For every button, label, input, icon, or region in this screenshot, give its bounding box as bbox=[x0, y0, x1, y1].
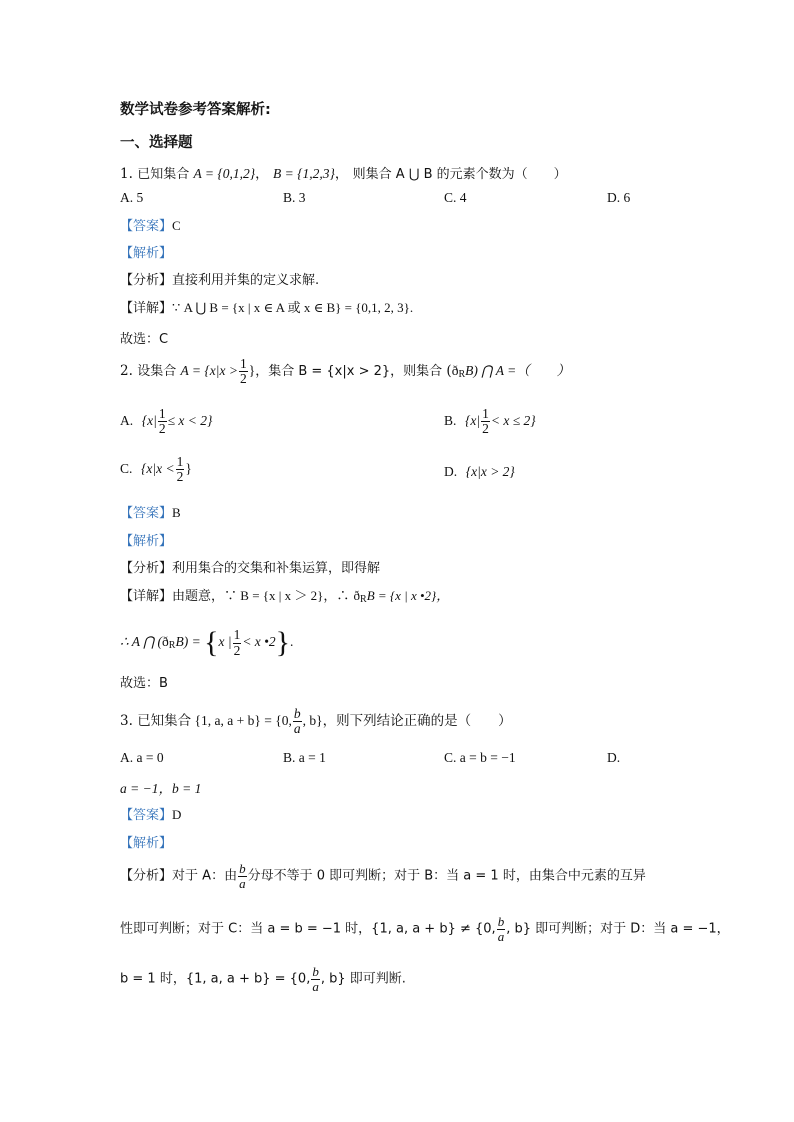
fenxi-text-3: b = 1 时，{1, a, a + b} = {0, bbox=[120, 971, 311, 987]
question-number: 2. bbox=[120, 363, 133, 380]
complement-symbol: ðR bbox=[353, 588, 367, 605]
option-c: C. {x|x < $\frac{1}{2}$ } bbox=[120, 454, 192, 485]
fenxi-text: 对于 A：由 bbox=[172, 868, 238, 884]
numerator: b bbox=[239, 861, 246, 876]
fraction-half bbox=[239, 357, 248, 386]
expression-end: < x •2 bbox=[242, 634, 276, 650]
set-a: A = {0,1,2} bbox=[193, 166, 256, 181]
numerator: b bbox=[293, 706, 301, 721]
answer-line: 【答案】C bbox=[120, 218, 181, 234]
expression-start: ∴ A ⋂ ( bbox=[120, 634, 163, 650]
conclusion: 故选：B bbox=[120, 676, 168, 691]
denominator: a bbox=[497, 928, 505, 944]
question-text: 设集合 bbox=[137, 364, 177, 380]
question-text: 已知集合 bbox=[137, 167, 190, 182]
fenxi-text-3-tail: , b} 即可判断. bbox=[320, 971, 406, 987]
option-a: A. a = 0 bbox=[120, 750, 164, 765]
question-number: 1. bbox=[120, 166, 133, 182]
numerator: 1 bbox=[239, 356, 247, 371]
option-b: B. a = 1 bbox=[283, 750, 326, 765]
numerator: b bbox=[312, 964, 319, 979]
answer-label: 答案 bbox=[133, 808, 160, 823]
numerator: 1 bbox=[482, 406, 489, 421]
detail-label: 详解 bbox=[133, 589, 160, 604]
analysis-label: 解析 bbox=[133, 246, 160, 261]
numerator: 1 bbox=[158, 406, 166, 421]
denominator: 2 bbox=[158, 421, 166, 437]
option-d-text: a = −1，b = 1 bbox=[120, 781, 202, 796]
option-a: A. 5 bbox=[120, 190, 144, 205]
numerator: 1 bbox=[233, 627, 241, 643]
page-title: 数学试卷参考答案解析: bbox=[120, 102, 271, 118]
question-tail: , b}，则下列结论正确的是（ ） bbox=[302, 713, 512, 729]
denominator: 2 bbox=[239, 371, 247, 387]
section-heading: 一、选择题 bbox=[120, 135, 193, 151]
option-letter: A. bbox=[120, 413, 134, 429]
conclusion: 故选：C bbox=[120, 332, 169, 347]
denominator: 2 bbox=[233, 642, 241, 658]
complement-symbol: ðR bbox=[451, 363, 466, 381]
denominator: a bbox=[312, 978, 319, 994]
fenxi-label: 分析 bbox=[133, 868, 160, 884]
answer-line: 【答案】D bbox=[120, 807, 182, 823]
answer-label: 答案 bbox=[133, 506, 160, 521]
option-a: A. {x| $\frac{1}{2}$ ≤ x < 2} bbox=[120, 406, 213, 437]
question-number: 3. bbox=[120, 713, 133, 730]
fenxi-text-cont: 分母不等于 0 即可判断；对于 B：当 a = 1 时，由集合中元素的互异 bbox=[247, 868, 646, 884]
detail-line: 【详解】∵ A ⋃ B = {x | x ∈ A 或 x ∈ B} = {0,1, 2, 3}. bbox=[120, 300, 414, 316]
analysis-label: 解析 bbox=[133, 836, 160, 851]
option-c: C. 4 bbox=[444, 190, 467, 205]
answer-value: B bbox=[172, 505, 181, 520]
fenxi-label: 分析 bbox=[133, 561, 160, 576]
option-text: {x|x > 2} bbox=[465, 464, 515, 479]
option-d: D. bbox=[607, 750, 621, 765]
question-3 bbox=[120, 707, 512, 736]
numerator: 1 bbox=[176, 454, 184, 469]
numerator: b bbox=[497, 914, 505, 929]
option-b: B. {x| $\frac{1}{2}$ < x ≤ 2} bbox=[444, 406, 536, 437]
detail-line-2: ∴ A ⋂ (ðRB) = {x | $\frac{1}{2}$ < x •2}. bbox=[120, 626, 294, 659]
analysis-label-line: 【解析】 bbox=[120, 246, 173, 261]
question-1: 1. 已知集合 A = {0,1,2}， B = {1,2,3}， 则集合 A ⋃ B 的元素个数为（ ） bbox=[120, 166, 567, 182]
question-tail: B) ⋂ A =（ ） bbox=[465, 363, 571, 379]
fenxi-line-2 bbox=[120, 915, 730, 943]
fenxi-text-2-tail: , b} 即可判断；对于 D：当 a = −1， bbox=[506, 921, 730, 937]
fenxi-line-3 bbox=[120, 965, 406, 993]
fenxi-text: 利用集合的交集和补集运算，即得解 bbox=[172, 561, 381, 576]
fenxi-line: 【分析】利用集合的交集和补集运算，即得解 bbox=[120, 561, 381, 576]
set-a: A = {x|x > bbox=[180, 363, 238, 379]
option-b: B. 3 bbox=[283, 190, 306, 205]
fenxi-text: 直接利用并集的定义求解. bbox=[172, 273, 320, 288]
answer-line: 【答案】B bbox=[120, 505, 181, 521]
answer-label: 答案 bbox=[133, 219, 160, 234]
expression-mid: B) = bbox=[175, 634, 201, 650]
set-b: B = {1,2,3} bbox=[272, 166, 335, 181]
analysis-label-line: 【解析】 bbox=[120, 836, 173, 851]
option-letter: D. bbox=[444, 464, 458, 479]
analysis-label-line: 【解析】 bbox=[120, 534, 173, 549]
fenxi-line: 【分析】对于 A：由 $\frac{b}{a}$ 分母不等于 0 即可判断；对于 B：当 a = 1 时，由集合中元素的互异 bbox=[120, 861, 646, 891]
set-b: ，集合 B = {x|x > 2}，则集合 bbox=[255, 364, 443, 380]
detail-text: 由题意，∵ B = {x | x ＞ 2}，∴ bbox=[172, 588, 350, 603]
fenxi-label: 分析 bbox=[133, 273, 160, 288]
denominator: a bbox=[239, 875, 246, 891]
analysis-label: 解析 bbox=[133, 534, 160, 549]
detail-label: 详解 bbox=[133, 301, 160, 316]
complement-symbol: ðR bbox=[162, 634, 176, 652]
fenxi-text-2: 性即可判断；对于 C：当 a = b = −1 时，{1, a, a + b} ≠ {0, bbox=[120, 921, 496, 937]
question-2: 2. 设集合 A = {x|x > $\frac{1}{2}$ }，集合 B = {x|x > 2}，则集合 (ðRB) ⋂ A =（ ） bbox=[120, 356, 571, 387]
denominator: 2 bbox=[176, 469, 184, 485]
answer-value: D bbox=[172, 807, 182, 822]
fenxi-line: 【分析】直接利用并集的定义求解. bbox=[120, 273, 320, 288]
question-text: 已知集合 {1, a, a + b} = {0, bbox=[137, 713, 292, 729]
option-d bbox=[444, 464, 515, 480]
denominator: 2 bbox=[482, 421, 489, 437]
question-tail: 则集合 A ⋃ B 的元素个数为（ ） bbox=[352, 167, 567, 182]
option-letter: B. bbox=[444, 413, 457, 429]
denominator: a bbox=[293, 721, 301, 737]
detail-text-tail: B = {x | x •2}， bbox=[366, 588, 450, 603]
option-letter: C. bbox=[120, 461, 133, 477]
detail-line: 【详解】由题意，∵ B = {x | x ＞ 2}，∴ ðRB = {x | x •2}， bbox=[120, 588, 450, 605]
option-d: D. 6 bbox=[607, 190, 631, 205]
answer-value: C bbox=[172, 218, 181, 233]
option-c: C. a = b = −1 bbox=[444, 750, 516, 765]
detail-text: ∵ A ⋃ B = {x | x ∈ A 或 x ∈ B} = {0,1, 2, 3}. bbox=[172, 300, 414, 315]
